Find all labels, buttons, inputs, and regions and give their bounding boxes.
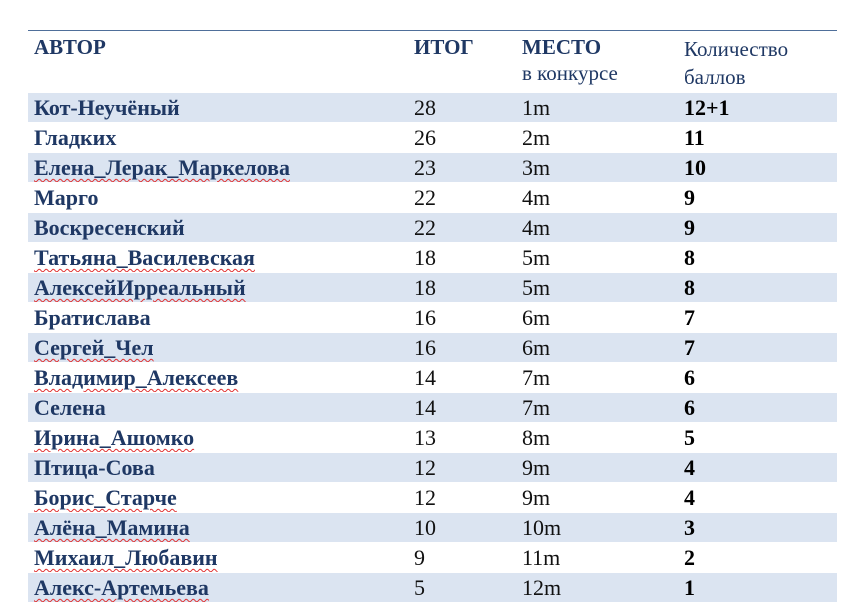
table-row <box>28 93 837 123</box>
author-cell-text: Ирина_Ашомко <box>34 425 195 450</box>
total-cell <box>408 483 516 513</box>
table-row <box>28 213 837 243</box>
author-cell-text: Борис_Старче <box>34 485 177 510</box>
total-cell <box>408 123 516 153</box>
points-cell-text: 6 <box>684 395 695 420</box>
table-row <box>28 183 837 213</box>
table-row <box>28 423 837 453</box>
place-cell-text: 10m <box>522 515 562 540</box>
points-cell <box>678 393 837 423</box>
header-row <box>28 31 837 93</box>
place-cell <box>516 93 678 123</box>
place-cell-text: 6m <box>522 335 551 360</box>
author-cell <box>28 483 408 513</box>
total-cell <box>408 543 516 573</box>
place-cell-text: 3m <box>522 155 551 180</box>
author-cell-text: Алёна_Мамина <box>34 515 190 540</box>
header-points-line1: Количество <box>684 37 789 61</box>
total-cell <box>408 153 516 183</box>
author-cell <box>28 333 408 363</box>
author-cell-text: Марго <box>34 185 99 210</box>
author-cell-text: Кот-Неучёный <box>34 95 180 120</box>
total-cell <box>408 363 516 393</box>
place-cell <box>516 363 678 393</box>
table-row <box>28 303 837 333</box>
place-cell-text: 7m <box>522 365 551 390</box>
author-cell <box>28 213 408 243</box>
total-cell-text: 9 <box>414 545 425 570</box>
total-cell-text: 26 <box>414 125 436 150</box>
table-row <box>28 243 837 273</box>
points-cell-text: 9 <box>684 215 695 240</box>
results-table <box>28 31 837 603</box>
author-cell <box>28 573 408 603</box>
points-cell <box>678 333 837 363</box>
table-row <box>28 153 837 183</box>
author-cell-text: Гладких <box>34 125 117 150</box>
author-cell <box>28 393 408 423</box>
place-cell-text: 4m <box>522 215 551 240</box>
points-cell-text: 3 <box>684 515 695 540</box>
header-place-main: МЕСТО <box>522 35 602 59</box>
points-cell <box>678 543 837 573</box>
total-cell-text: 10 <box>414 515 436 540</box>
author-cell <box>28 363 408 393</box>
place-cell-text: 1m <box>522 95 551 120</box>
points-cell <box>678 303 837 333</box>
place-cell-text: 12m <box>522 575 562 600</box>
points-cell-text: 9 <box>684 185 695 210</box>
points-cell-text: 5 <box>684 425 695 450</box>
total-cell-text: 18 <box>414 275 436 300</box>
place-cell <box>516 213 678 243</box>
total-cell <box>408 213 516 243</box>
points-cell-text: 8 <box>684 245 695 270</box>
place-cell-text: 4m <box>522 185 551 210</box>
points-cell <box>678 243 837 273</box>
total-cell <box>408 513 516 543</box>
place-cell-text: 8m <box>522 425 551 450</box>
total-cell-text: 23 <box>414 155 436 180</box>
table-body <box>28 93 837 603</box>
author-cell <box>28 153 408 183</box>
author-cell <box>28 183 408 213</box>
table-row <box>28 513 837 543</box>
points-cell <box>678 273 837 303</box>
points-cell <box>678 93 837 123</box>
place-cell-text: 7m <box>522 395 551 420</box>
table-row <box>28 573 837 603</box>
author-cell <box>28 93 408 123</box>
place-cell-text: 9m <box>522 455 551 480</box>
total-cell-text: 22 <box>414 185 436 210</box>
points-cell <box>678 423 837 453</box>
place-cell <box>516 303 678 333</box>
author-cell-text: Воскресенский <box>34 215 185 240</box>
author-cell-text: АлексейИрреальный <box>34 275 246 300</box>
place-cell <box>516 393 678 423</box>
total-cell-text: 16 <box>414 335 436 360</box>
author-cell <box>28 453 408 483</box>
total-cell-text: 22 <box>414 215 436 240</box>
total-cell <box>408 393 516 423</box>
points-cell-text: 1 <box>684 575 695 600</box>
author-cell-text: Селена <box>34 395 106 420</box>
table-row <box>28 273 837 303</box>
place-cell <box>516 183 678 213</box>
place-cell <box>516 483 678 513</box>
total-cell <box>408 573 516 603</box>
place-cell <box>516 273 678 303</box>
points-cell-text: 4 <box>684 455 695 480</box>
results-table-container <box>28 30 837 603</box>
author-cell <box>28 243 408 273</box>
points-cell-text: 6 <box>684 365 695 390</box>
author-cell-text: Елена_Лерак_Маркелова <box>34 155 290 180</box>
place-cell <box>516 573 678 603</box>
author-cell <box>28 303 408 333</box>
table-row <box>28 393 837 423</box>
total-cell <box>408 183 516 213</box>
place-cell <box>516 423 678 453</box>
table-row <box>28 543 837 573</box>
total-cell-text: 16 <box>414 305 436 330</box>
place-cell-text: 11m <box>522 545 561 570</box>
author-cell <box>28 273 408 303</box>
table-row <box>28 123 837 153</box>
author-cell <box>28 123 408 153</box>
total-cell <box>408 453 516 483</box>
table-row <box>28 333 837 363</box>
total-cell <box>408 333 516 363</box>
author-cell <box>28 513 408 543</box>
place-cell-text: 6m <box>522 305 551 330</box>
total-cell <box>408 303 516 333</box>
table-row <box>28 453 837 483</box>
total-cell <box>408 243 516 273</box>
total-cell <box>408 423 516 453</box>
points-cell <box>678 483 837 513</box>
total-cell-text: 13 <box>414 425 436 450</box>
total-cell <box>408 273 516 303</box>
total-cell <box>408 93 516 123</box>
place-cell <box>516 123 678 153</box>
place-cell-text: 5m <box>522 245 551 270</box>
place-cell <box>516 543 678 573</box>
points-cell-text: 11 <box>684 125 705 150</box>
points-cell <box>678 213 837 243</box>
points-cell-text: 12+1 <box>684 95 730 120</box>
total-cell-text: 14 <box>414 395 436 420</box>
points-cell-text: 2 <box>684 545 695 570</box>
author-cell <box>28 423 408 453</box>
total-cell-text: 12 <box>414 455 436 480</box>
place-cell-text: 9m <box>522 485 551 510</box>
place-cell <box>516 513 678 543</box>
place-cell <box>516 333 678 363</box>
points-cell-text: 7 <box>684 305 695 330</box>
author-cell-text: Птица-Сова <box>34 455 155 480</box>
author-cell-text: Михаил_Любавин <box>34 545 218 570</box>
author-cell-text: Сергей_Чел <box>34 335 154 360</box>
points-cell <box>678 153 837 183</box>
points-cell-text: 4 <box>684 485 695 510</box>
total-cell-text: 5 <box>414 575 425 600</box>
header-place <box>516 31 678 93</box>
table-row <box>28 363 837 393</box>
header-points-line2: баллов <box>684 65 746 89</box>
points-cell <box>678 183 837 213</box>
place-cell-text: 2m <box>522 125 551 150</box>
points-cell <box>678 123 837 153</box>
place-cell <box>516 153 678 183</box>
points-cell-text: 8 <box>684 275 695 300</box>
total-cell-text: 28 <box>414 95 436 120</box>
place-cell <box>516 243 678 273</box>
points-cell <box>678 363 837 393</box>
table-header <box>28 31 837 93</box>
header-points <box>678 31 837 93</box>
header-author: АВТОР <box>34 35 106 59</box>
total-cell-text: 14 <box>414 365 436 390</box>
author-cell <box>28 543 408 573</box>
points-cell <box>678 573 837 603</box>
author-cell-text: Татьяна_Василевская <box>34 245 255 270</box>
author-cell-text: Владимир_Алексеев <box>34 365 239 390</box>
points-cell-text: 10 <box>684 155 706 180</box>
total-cell-text: 12 <box>414 485 436 510</box>
header-place-sub: в конкурсе <box>522 61 618 85</box>
place-cell-text: 5m <box>522 275 551 300</box>
points-cell <box>678 513 837 543</box>
header-total: ИТОГ <box>414 35 474 59</box>
points-cell <box>678 453 837 483</box>
author-cell-text: Алекс-Артемьева <box>34 575 209 600</box>
total-cell-text: 18 <box>414 245 436 270</box>
author-cell-text: Братислава <box>34 305 151 330</box>
points-cell-text: 7 <box>684 335 695 360</box>
place-cell <box>516 453 678 483</box>
table-row <box>28 483 837 513</box>
